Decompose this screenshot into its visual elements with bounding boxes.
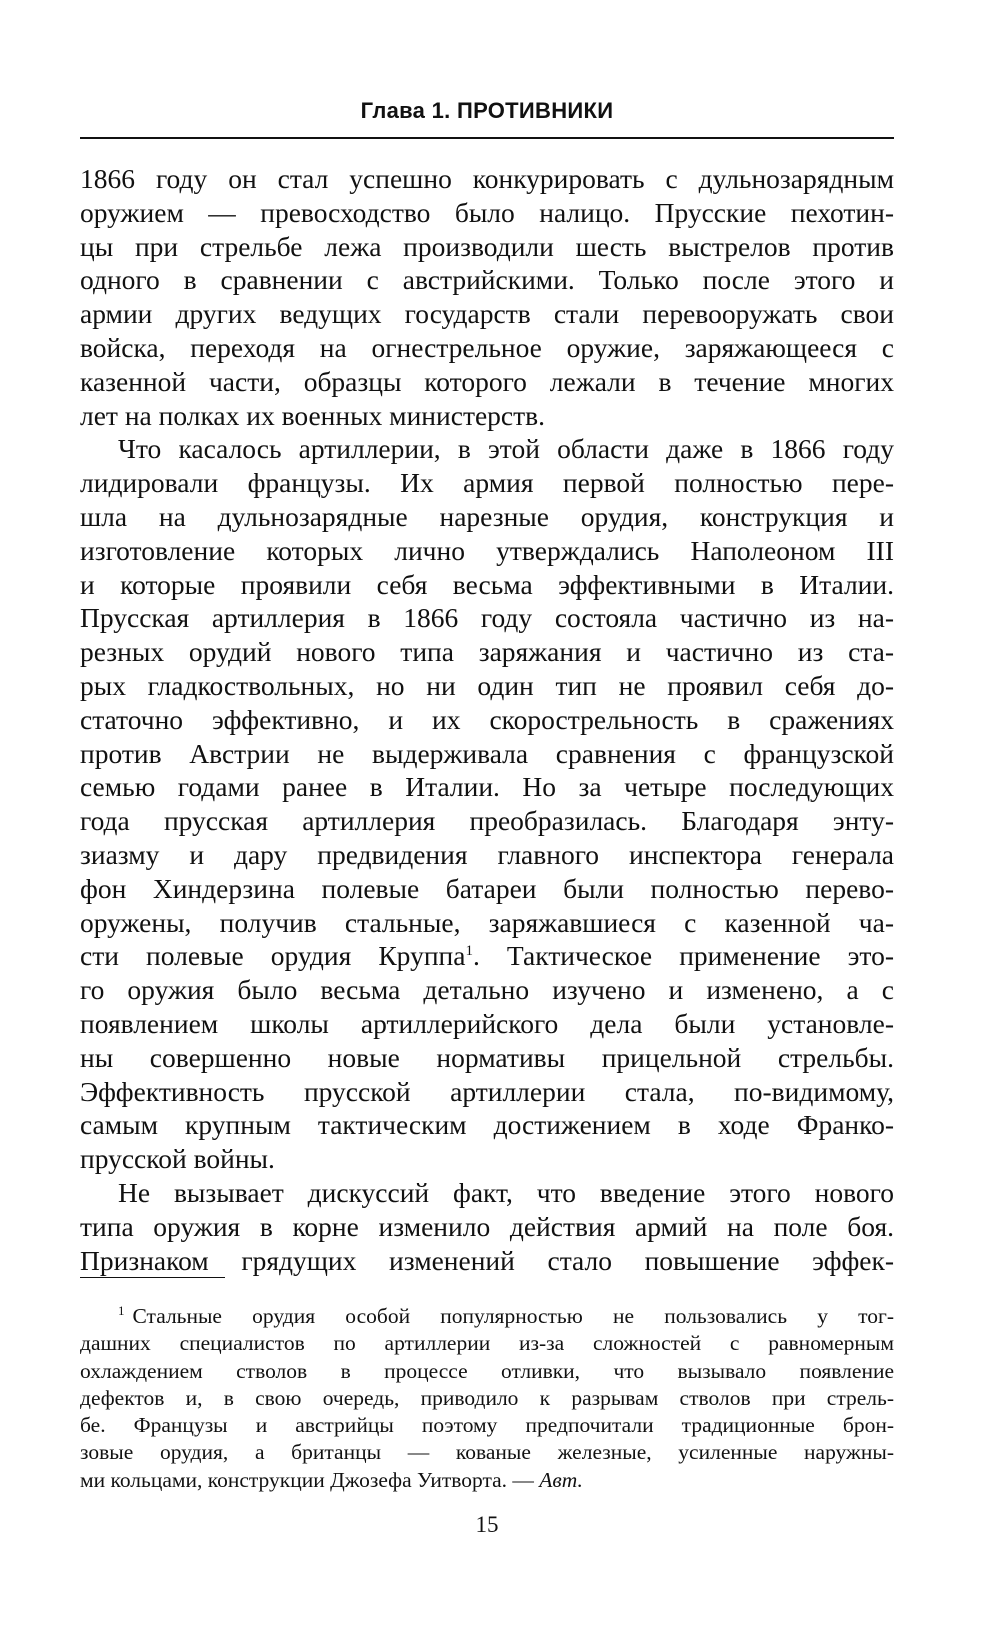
text-line: одного в сравнении с австрийскими. Только после этого и: [80, 264, 894, 296]
footnote-line: дефектов и, в свою очередь, приводило к разрывам стволов при стрель-: [80, 1385, 894, 1410]
text-line: семью годами ранее в Италии. Но за четыре последующих: [80, 771, 894, 803]
footnote-line: [80, 1303, 894, 1330]
text-line: рых гладкоствольных, но ни один тип не проявил себя до-: [80, 669, 894, 701]
footnote-author-note: Авт.: [539, 1467, 583, 1492]
text-line: появлением школы артиллерийского дела были установле-: [80, 1007, 894, 1039]
text-line: армии других ведущих государств стали перевооружать свои: [80, 298, 894, 330]
text-line: Что касалось артиллерии, в этой области даже в 1866 году: [118, 433, 894, 465]
text-segment: сти полевые орудия Круппа: [80, 940, 466, 972]
footnote-line: зовые орудия, а британцы — кованые железные, усиленные наружны-: [80, 1440, 894, 1465]
text-line: фон Хиндерзина полевые батареи были полностью перево-: [80, 872, 894, 904]
text-line: самым крупным тактическим достижением в ходе Франко-: [80, 1109, 894, 1141]
text-line: казенной части, образцы которого лежали в течение многих: [80, 365, 894, 397]
text-line: изготовление которых лично утверждались Наполеоном III: [80, 534, 894, 566]
text-line: Эффективность прусской артиллерии стала, по-видимому,: [80, 1075, 894, 1107]
text-segment: . Тактическое применение это-: [472, 940, 894, 972]
text-line: резных орудий нового типа заряжания и частично из ста-: [80, 636, 894, 668]
page-number: 15: [475, 1512, 499, 1537]
text-line: Прусская артиллерия в 1866 году состояла частично из на-: [80, 602, 894, 634]
text-line: ны совершенно новые нормативы прицельной стрельбы.: [80, 1041, 894, 1073]
text-line: типа оружия в корне изменило действия армий на поле боя.: [80, 1210, 894, 1242]
text-line-with-footnote-ref: [80, 939, 894, 973]
footnote-separator: [80, 1277, 225, 1278]
footnote-line: [80, 1467, 894, 1494]
footnote-line: бе. Французы и австрийцы поэтому предпочитали традиционные брон-: [80, 1413, 894, 1438]
text-line: оружием — превосходство было налицо. Прусские пехотин-: [80, 196, 894, 228]
text-line: го оружия было весьма детально изучено и изменено, а с: [80, 974, 894, 1006]
text-line: цы при стрельбе лежа производили шесть выстрелов против: [80, 230, 894, 262]
text-line: 1866 году он стал успешно конкурировать с дульнозарядным: [80, 163, 894, 194]
footnote-line: дашних специалистов по артиллерии из-за сложностей с равномерным: [80, 1331, 894, 1356]
text-line: зиазму и дару предвидения главного инспектора генерала: [80, 838, 894, 870]
text-line: прусской войны.: [80, 1143, 275, 1175]
text-line: оружены, получив стальные, заряжавшиеся с казенной ча-: [80, 906, 894, 938]
text-line: Признаком грядущих изменений стало повышение эффек-: [80, 1244, 894, 1276]
footnote-line: охлаждением стволов в процессе отливки, что вызывало появление: [80, 1358, 894, 1383]
text-line: и которые проявили себя весьма эффективными в Италии.: [80, 568, 894, 600]
text-segment: ми кольцами, конструкции Джозефа Уитворта. —: [80, 1467, 534, 1492]
text-line: шла на дульнозарядные нарезные орудия, конструкция и: [80, 500, 894, 532]
text-line: статочно эффективно, и их скорострельность в сражениях: [80, 703, 894, 735]
running-head-chapter-title: Глава 1. ПРОТИВНИКИ: [360, 98, 614, 123]
footnote-marker: 1: [118, 1302, 125, 1318]
text-line: лидировали французы. Их армия первой полностью пере-: [80, 467, 894, 499]
main-text: [80, 162, 894, 1277]
footnote-reference: 1: [465, 943, 473, 960]
text-line: против Австрии не выдерживала сравнения с французской: [80, 737, 894, 769]
text-line: лет на полках их военных министерств.: [80, 399, 546, 431]
text-line: войска, переходя на огнестрельное оружие, заряжающееся с: [80, 331, 894, 363]
running-head-rule: [80, 137, 894, 139]
text-line: года прусская артиллерия преобразилась. Благодаря энту-: [80, 805, 894, 837]
text-line: Не вызывает дискуссий факт, что введение этого нового: [118, 1176, 894, 1208]
text-segment: Стальные орудия особой популярностью не пользовались у тог-: [132, 1304, 894, 1328]
footnote: [80, 1303, 894, 1494]
